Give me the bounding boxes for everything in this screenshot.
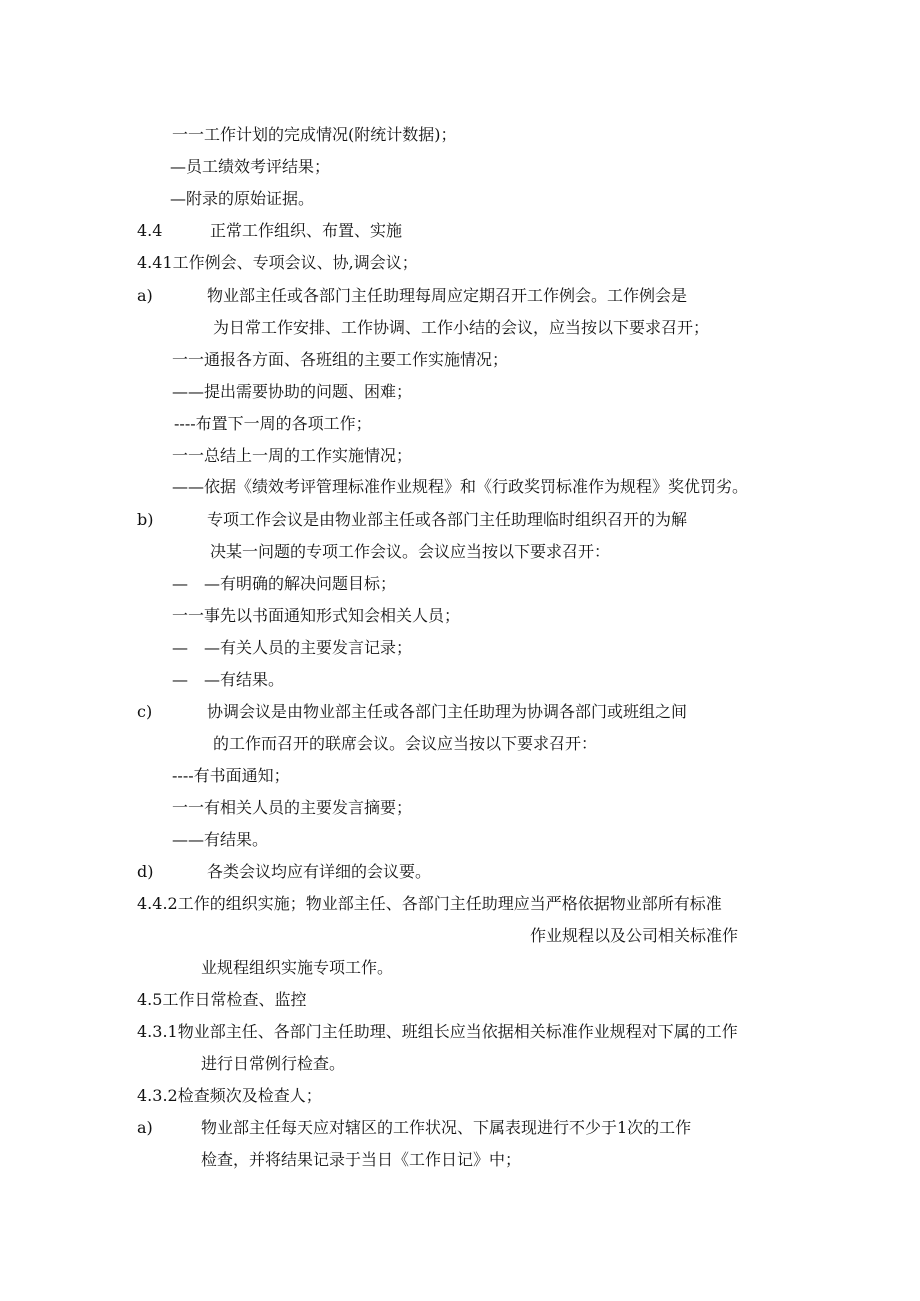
- item-label: c): [137, 702, 153, 721]
- doc-line: 一一工作计划的完成情况(附统计数据)；: [172, 125, 457, 144]
- doc-line: ——有结果。: [172, 830, 269, 849]
- item-label: a): [137, 1118, 153, 1137]
- doc-line: ——提出需要协助的问题、困难；: [172, 382, 413, 401]
- paragraph-line: 各类会议均应有详细的会议要。: [207, 862, 432, 881]
- doc-line: —员工绩效考评结果；: [170, 157, 331, 176]
- doc-line: 一一有相关人员的主要发言摘要；: [172, 798, 413, 817]
- section-heading: 4.5工作日常检查、监控: [137, 990, 307, 1009]
- section-heading: 4.3.2检查频次及检查人；: [137, 1086, 322, 1105]
- section-number: 4.4: [137, 221, 163, 240]
- paragraph-line: 物业部主任或各部门主任助理每周应定期召开工作例会。工作例会是: [207, 286, 688, 305]
- paragraph-line: 为日常工作安排、工作协调、工作小结的会议，应当按以下要求召开；: [213, 318, 710, 337]
- section-heading: 4.3.1物业部主任、各部门主任助理、班组长应当依据相关标准作业规程对下属的工作: [137, 1022, 738, 1041]
- doc-line: ----有书面通知；: [172, 766, 290, 785]
- doc-line: ----布置下一周的各项工作；: [174, 414, 372, 433]
- paragraph-line: 的工作而召开的联席会议。会议应当按以下要求召开：: [213, 734, 598, 753]
- item-label: a): [137, 286, 153, 305]
- doc-line: — —有关人员的主要发言记录；: [172, 638, 413, 657]
- paragraph-line: 决某一问题的专项工作会议。会议应当按以下要求召开：: [210, 542, 611, 561]
- section-title: 正常工作组织、布置、实施: [210, 221, 403, 240]
- paragraph-line: 专项工作会议是由物业部主任或各部门主任助理临时组织召开的为解: [207, 510, 688, 529]
- item-label: d): [137, 862, 154, 881]
- doc-line: 一一通报各方面、各班组的主要工作实施情况；: [172, 350, 509, 369]
- doc-line: — —有结果。: [172, 670, 285, 689]
- paragraph-line: 协调会议是由物业部主任或各部门主任助理为协调各部门或班组之间: [207, 702, 688, 721]
- doc-line: 一一事先以书面通知形式知会相关人员；: [172, 606, 461, 625]
- paragraph-line: 作业规程以及公司相关标准作: [530, 926, 739, 945]
- paragraph-line: 检查，并将结果记录于当日《工作日记》中；: [201, 1150, 522, 1169]
- paragraph-line: 进行日常例行检查。: [201, 1054, 346, 1073]
- doc-line: — —有明确的解决问题目标；: [172, 574, 397, 593]
- doc-line: 一一总结上一周的工作实施情况；: [172, 446, 413, 465]
- doc-line: —附录的原始证据。: [170, 189, 315, 208]
- section-heading: 4.41工作例会、专项会议、协,调会议；: [137, 253, 418, 272]
- paragraph-line: 业规程组织实施专项工作。: [201, 958, 394, 977]
- doc-line: ——依据《绩效考评管理标准作业规程》和《行政奖罚标准作为规程》奖优罚劣。: [172, 477, 749, 496]
- paragraph-line: 物业部主任每天应对辖区的工作状况、下属表现进行不少于1次的工作: [201, 1118, 692, 1137]
- section-heading: 4.4.2工作的组织实施；物业部主任、各部门主任助理应当严格依据物业部所有标准: [137, 894, 722, 913]
- item-label: b): [137, 510, 154, 529]
